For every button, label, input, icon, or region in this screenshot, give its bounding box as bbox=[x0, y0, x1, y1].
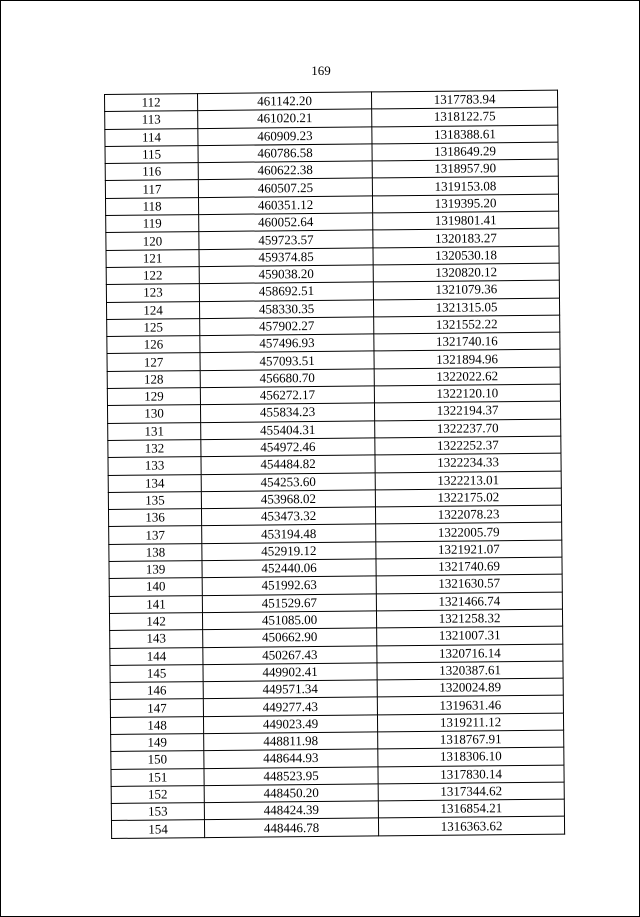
x-coordinate-cell: 460507.25 bbox=[198, 178, 372, 197]
point-number-cell: 140 bbox=[109, 578, 202, 596]
point-number-cell: 137 bbox=[109, 526, 202, 544]
x-coordinate-cell: 451529.67 bbox=[202, 594, 376, 613]
y-coordinate-cell: 1318122.75 bbox=[372, 107, 558, 126]
y-coordinate-cell: 1318957.90 bbox=[372, 159, 558, 178]
point-number-cell: 122 bbox=[106, 267, 199, 285]
y-coordinate-cell: 1318649.29 bbox=[372, 142, 558, 161]
x-coordinate-cell: 457093.51 bbox=[200, 351, 374, 370]
point-number-cell: 136 bbox=[108, 509, 201, 527]
x-coordinate-cell: 454972.46 bbox=[201, 438, 375, 457]
x-coordinate-cell: 448446.78 bbox=[204, 818, 378, 837]
y-coordinate-cell: 1321079.36 bbox=[373, 280, 559, 299]
x-coordinate-cell: 455404.31 bbox=[201, 421, 375, 440]
y-coordinate-cell: 1320183.27 bbox=[373, 229, 559, 248]
y-coordinate-cell: 1318767.91 bbox=[378, 730, 564, 749]
y-coordinate-cell: 1316363.62 bbox=[378, 817, 564, 836]
x-coordinate-cell: 448424.39 bbox=[204, 801, 378, 820]
point-number-cell: 127 bbox=[107, 353, 200, 371]
point-number-cell: 118 bbox=[106, 197, 199, 215]
point-number-cell: 154 bbox=[111, 820, 204, 838]
y-coordinate-cell: 1322120.10 bbox=[374, 384, 560, 403]
point-number-cell: 149 bbox=[111, 734, 204, 752]
y-coordinate-cell: 1320716.14 bbox=[377, 644, 563, 663]
point-number-cell: 139 bbox=[109, 561, 202, 579]
y-coordinate-cell: 1317344.62 bbox=[378, 782, 564, 801]
y-coordinate-cell: 1320820.12 bbox=[373, 263, 559, 282]
point-number-cell: 148 bbox=[110, 716, 203, 734]
x-coordinate-cell: 461020.21 bbox=[198, 109, 372, 128]
point-number-cell: 146 bbox=[110, 682, 203, 700]
point-number-cell: 135 bbox=[108, 491, 201, 509]
x-coordinate-cell: 455834.23 bbox=[200, 403, 374, 422]
x-coordinate-cell: 453194.48 bbox=[202, 524, 376, 543]
point-number-cell: 125 bbox=[107, 318, 200, 336]
point-number-cell: 121 bbox=[106, 249, 199, 267]
x-coordinate-cell: 458330.35 bbox=[199, 299, 373, 318]
x-coordinate-cell: 457902.27 bbox=[200, 317, 374, 336]
y-coordinate-cell: 1321552.22 bbox=[374, 315, 560, 334]
coordinates-table bbox=[104, 90, 565, 839]
point-number-cell: 123 bbox=[106, 284, 199, 302]
x-coordinate-cell: 460786.58 bbox=[198, 144, 372, 163]
x-coordinate-cell: 450662.90 bbox=[203, 628, 377, 647]
x-coordinate-cell: 461142.20 bbox=[198, 92, 372, 111]
x-coordinate-cell: 452440.06 bbox=[202, 559, 376, 578]
x-coordinate-cell: 449023.49 bbox=[203, 715, 377, 734]
y-coordinate-cell: 1322252.37 bbox=[375, 436, 561, 455]
x-coordinate-cell: 448523.95 bbox=[204, 766, 378, 785]
y-coordinate-cell: 1318306.10 bbox=[378, 747, 564, 766]
point-number-cell: 152 bbox=[111, 785, 204, 803]
x-coordinate-cell: 452919.12 bbox=[202, 542, 376, 561]
x-coordinate-cell: 453968.02 bbox=[201, 490, 375, 509]
y-coordinate-cell: 1322237.70 bbox=[375, 419, 561, 438]
y-coordinate-cell: 1322194.37 bbox=[374, 401, 560, 420]
y-coordinate-cell: 1321894.96 bbox=[374, 350, 560, 369]
y-coordinate-cell: 1320024.89 bbox=[377, 678, 563, 697]
x-coordinate-cell: 454484.82 bbox=[201, 455, 375, 474]
page-number: 169 bbox=[311, 63, 331, 78]
x-coordinate-cell: 448450.20 bbox=[204, 784, 378, 803]
coordinates-table-wrapper bbox=[104, 90, 561, 839]
point-number-cell: 130 bbox=[107, 405, 200, 423]
x-coordinate-cell: 460909.23 bbox=[198, 127, 372, 146]
y-coordinate-cell: 1321921.07 bbox=[376, 540, 562, 559]
y-coordinate-cell: 1319395.20 bbox=[372, 194, 558, 213]
point-number-cell: 143 bbox=[110, 630, 203, 648]
y-coordinate-cell: 1319153.08 bbox=[372, 177, 558, 196]
point-number-cell: 151 bbox=[111, 768, 204, 786]
y-coordinate-cell: 1322213.01 bbox=[375, 471, 561, 490]
point-number-cell: 117 bbox=[105, 180, 198, 198]
table-row bbox=[111, 817, 564, 839]
point-number-cell: 115 bbox=[105, 145, 198, 163]
x-coordinate-cell: 451085.00 bbox=[202, 611, 376, 630]
x-coordinate-cell: 449571.34 bbox=[203, 680, 377, 699]
point-number-cell: 126 bbox=[107, 336, 200, 354]
y-coordinate-cell: 1322005.79 bbox=[376, 523, 562, 542]
y-coordinate-cell: 1319211.12 bbox=[377, 713, 563, 732]
x-coordinate-cell: 451992.63 bbox=[202, 576, 376, 595]
y-coordinate-cell: 1316854.21 bbox=[378, 799, 564, 818]
y-coordinate-cell: 1319631.46 bbox=[377, 696, 563, 715]
point-number-cell: 145 bbox=[110, 664, 203, 682]
y-coordinate-cell: 1321466.74 bbox=[376, 592, 562, 611]
y-coordinate-cell: 1321740.69 bbox=[376, 557, 562, 576]
x-coordinate-cell: 448811.98 bbox=[204, 732, 378, 751]
x-coordinate-cell: 457496.93 bbox=[200, 334, 374, 353]
point-number-cell: 133 bbox=[108, 457, 201, 475]
y-coordinate-cell: 1318388.61 bbox=[372, 125, 558, 144]
point-number-cell: 141 bbox=[109, 595, 202, 613]
point-number-cell: 150 bbox=[111, 751, 204, 769]
x-coordinate-cell: 458692.51 bbox=[199, 282, 373, 301]
x-coordinate-cell: 454253.60 bbox=[201, 472, 375, 491]
x-coordinate-cell: 460351.12 bbox=[198, 196, 372, 215]
x-coordinate-cell: 453473.32 bbox=[201, 507, 375, 526]
x-coordinate-cell: 448644.93 bbox=[204, 749, 378, 768]
point-number-cell: 134 bbox=[108, 474, 201, 492]
point-number-cell: 124 bbox=[106, 301, 199, 319]
y-coordinate-cell: 1319801.41 bbox=[373, 211, 559, 230]
point-number-cell: 142 bbox=[109, 612, 202, 630]
y-coordinate-cell: 1322022.62 bbox=[374, 367, 560, 386]
coordinates-table-body bbox=[105, 90, 565, 838]
point-number-cell: 132 bbox=[108, 440, 201, 458]
point-number-cell: 119 bbox=[106, 215, 199, 233]
point-number-cell: 147 bbox=[110, 699, 203, 717]
point-number-cell: 113 bbox=[105, 111, 198, 129]
point-number-cell: 153 bbox=[111, 803, 204, 821]
y-coordinate-cell: 1321258.32 bbox=[376, 609, 562, 628]
point-number-cell: 144 bbox=[110, 647, 203, 665]
x-coordinate-cell: 460052.64 bbox=[199, 213, 373, 232]
x-coordinate-cell: 456272.17 bbox=[200, 386, 374, 405]
x-coordinate-cell: 459723.57 bbox=[199, 230, 373, 249]
point-number-cell: 112 bbox=[105, 94, 198, 112]
y-coordinate-cell: 1322175.02 bbox=[375, 488, 561, 507]
point-number-cell: 114 bbox=[105, 128, 198, 146]
y-coordinate-cell: 1322234.33 bbox=[375, 453, 561, 472]
x-coordinate-cell: 459374.85 bbox=[199, 248, 373, 267]
point-number-cell: 129 bbox=[107, 388, 200, 406]
x-coordinate-cell: 449902.41 bbox=[203, 663, 377, 682]
x-coordinate-cell: 459038.20 bbox=[199, 265, 373, 284]
y-coordinate-cell: 1320387.61 bbox=[377, 661, 563, 680]
x-coordinate-cell: 456680.70 bbox=[200, 369, 374, 388]
y-coordinate-cell: 1320530.18 bbox=[373, 246, 559, 265]
y-coordinate-cell: 1321630.57 bbox=[376, 574, 562, 593]
y-coordinate-cell: 1321315.05 bbox=[373, 298, 559, 317]
y-coordinate-cell: 1321007.31 bbox=[377, 626, 563, 645]
y-coordinate-cell: 1321740.16 bbox=[374, 332, 560, 351]
y-coordinate-cell: 1322078.23 bbox=[375, 505, 561, 524]
x-coordinate-cell: 460622.38 bbox=[198, 161, 372, 180]
point-number-cell: 131 bbox=[108, 422, 201, 440]
x-coordinate-cell: 449277.43 bbox=[203, 697, 377, 716]
point-number-cell: 128 bbox=[107, 370, 200, 388]
x-coordinate-cell: 450267.43 bbox=[203, 645, 377, 664]
y-coordinate-cell: 1317830.14 bbox=[378, 765, 564, 784]
point-number-cell: 138 bbox=[109, 543, 202, 561]
y-coordinate-cell: 1317783.94 bbox=[371, 90, 557, 109]
point-number-cell: 120 bbox=[106, 232, 199, 250]
point-number-cell: 116 bbox=[105, 163, 198, 181]
